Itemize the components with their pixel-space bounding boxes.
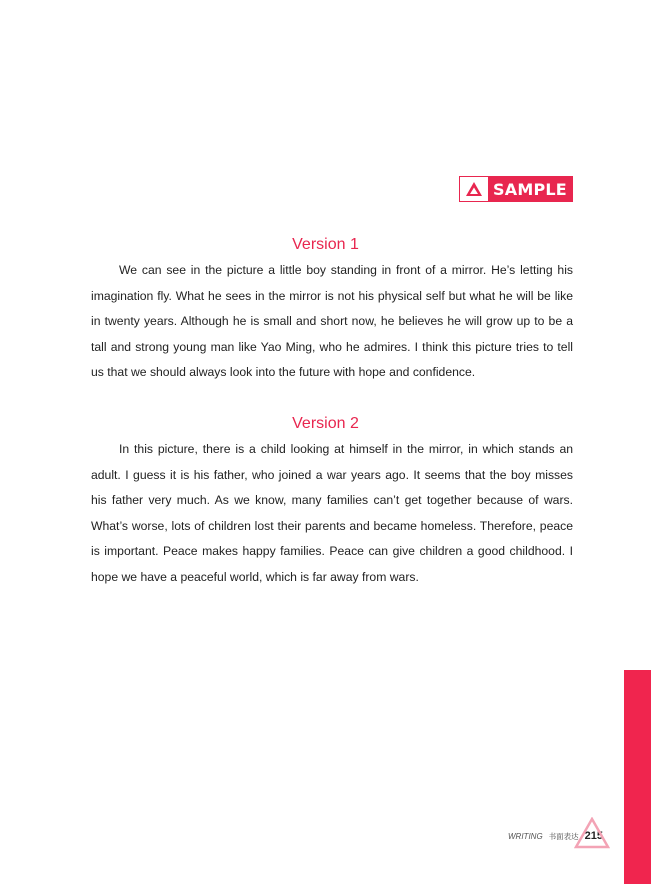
footer-section-cn: 书面表达 [548, 831, 579, 841]
side-color-tab [624, 670, 651, 884]
version-1-title: Version 1 [292, 236, 359, 253]
version-1-paragraph: We can see in the picture a little boy standing in front of a mirror. He’s letting his imagination fly. What he sees in the mirror is not his physical self but what he will be like in twenty years. Although he is small and short now, he believes he will grow up to be a tall and strong young man like Yao Ming, who he admires. I think this picture tries to tell us that we should always look into the future with hope and confidence. [91, 263, 573, 379]
sample-badge [459, 176, 573, 202]
version-2-title: Version 2 [292, 415, 359, 432]
footer-section-en: WRITING [508, 831, 543, 841]
version-2-paragraph: In this picture, there is a child looking at himself in the mirror, in which stands an adult. I guess it is his father, who joined a war years ago. It seems that the boy misses his father very much. As we know, many families can’t get together because of wars. What’s worse, lots of children lost their parents and became homeless. Therefore, peace is important. Peace makes happy families. Peace can give children a good childhood. I hope we have a peaceful world, which is far away from wars. [91, 442, 573, 584]
sample-label: SAMPLE [488, 177, 572, 201]
footer-triangle-icon [574, 817, 610, 854]
triangle-icon [460, 177, 488, 201]
page-number: 215 [584, 830, 604, 842]
